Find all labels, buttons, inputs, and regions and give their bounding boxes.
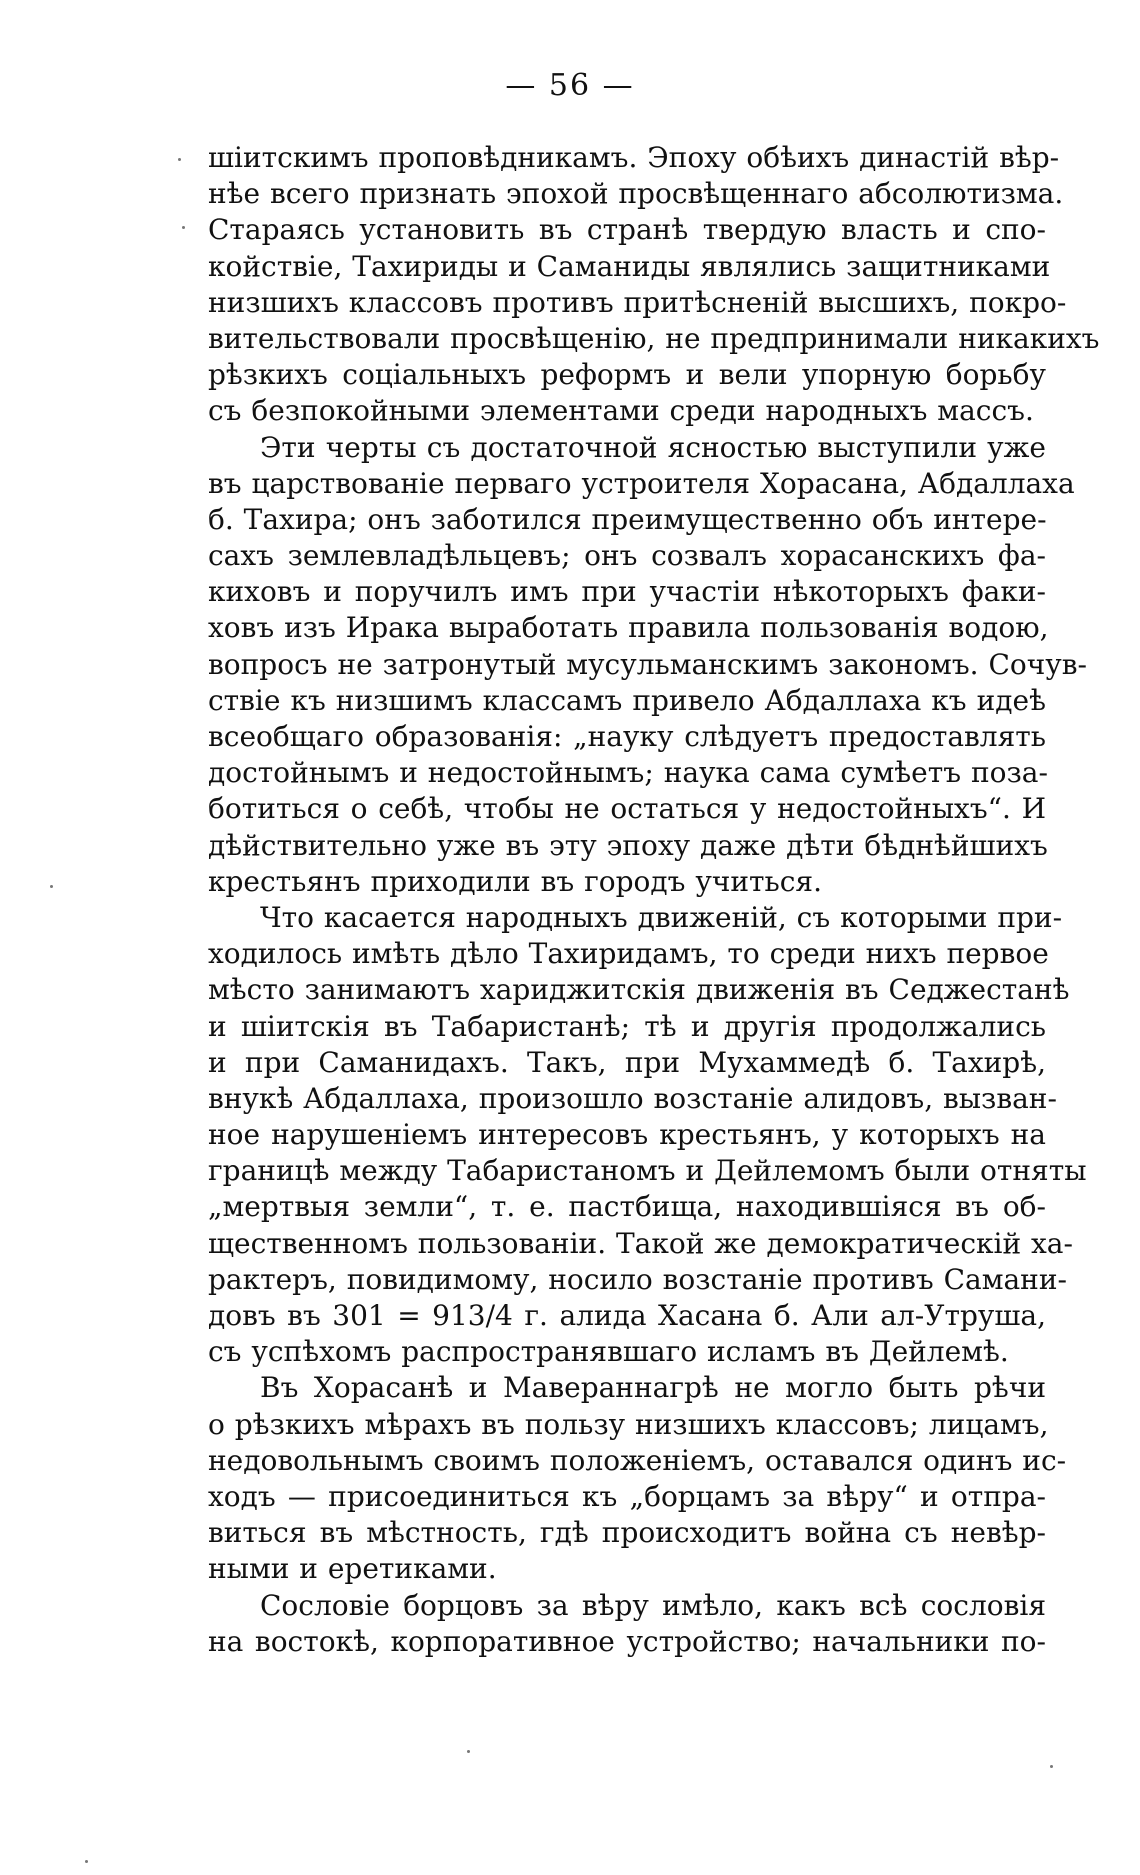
text-line: на востокѣ, корпоративное устройство; начальники по- xyxy=(208,1624,1046,1658)
text-line: койствiе, Тахириды и Саманиды являлись защитниками xyxy=(208,249,1051,283)
text-line: рѣзкихъ соцiальныхъ реформъ и вели упорную борьбу xyxy=(208,358,1046,392)
scan-speck xyxy=(85,1860,88,1863)
text-line: всеобщаго образованiя: „науку слѣдуетъ предоставлять xyxy=(208,720,1046,753)
scan-speck xyxy=(178,158,181,161)
text-line: Что касается народныхъ движенiй, съ которыми при- xyxy=(260,900,1063,934)
text-line: „мертвыя земли“, т. е. пастбища, находившiяся въ об- xyxy=(208,1190,1046,1224)
text-line: щественномъ пользованiи. Такой же демократическiй ха- xyxy=(208,1226,1073,1260)
text-line: довъ въ 301 = 913/4 г. алида Хасана б. Али ал-Утруша, xyxy=(208,1299,1046,1332)
text-line: недовольнымъ своимъ положенiемъ, оставался одинъ ис- xyxy=(208,1443,1067,1477)
text-line: б. Тахира; онъ заботился преимущественно объ интере- xyxy=(208,502,1047,536)
text-line: ховъ изъ Ирака выработать правила пользованiя водою, xyxy=(208,611,1049,645)
body-text xyxy=(208,140,1100,1660)
text-line: и при Саманидахъ. Такъ, при Мухаммедѣ б. Тахирѣ, xyxy=(208,1045,1046,1079)
text-line: мѣсто занимаютъ хариджитскiя движенiя въ Седжестанѣ xyxy=(208,973,1070,1007)
text-line: шiитскимъ проповѣдникамъ. Эпоху обѣихъ династiй вѣр- xyxy=(208,141,1060,174)
page-number: — 56 — xyxy=(505,68,635,103)
text-line: вопросъ не затронутый мусульманскимъ закономъ. Сочув- xyxy=(208,647,1087,681)
text-line: съ успѣхомъ распространявшаго исламъ въ Дейлемѣ. xyxy=(208,1335,1009,1369)
text-line: внукѣ Абдаллаха, произошло возстанiе алидовъ, вызван- xyxy=(208,1081,1057,1115)
text-line: границѣ между Табаристаномъ и Дейлемомъ были отняты xyxy=(208,1154,1087,1188)
text-line: Стараясь установить въ странѣ твердую власть и спо- xyxy=(208,213,1046,247)
text-line: Сословiе борцовъ за вѣру имѣло, какъ всѣ сословiя xyxy=(260,1588,1046,1622)
text-line: въ царствованiе перваго устроителя Хорасана, Абдаллаха xyxy=(208,466,1075,500)
text-line: съ безпокойными элементами среди народныхъ массъ. xyxy=(208,394,1034,428)
text-line: рактеръ, повидимому, носило возстанiе противъ Самани- xyxy=(208,1262,1067,1296)
scan-speck xyxy=(1050,1765,1053,1768)
text-line: о рѣзкихъ мѣрахъ въ пользу низшихъ классовъ; лицамъ, xyxy=(208,1407,1049,1441)
text-line: киховъ и поручилъ имъ при участiи нѣкоторыхъ факи- xyxy=(208,575,1046,609)
text-line: Эти черты съ достаточной ясностью выступили уже xyxy=(260,430,1046,464)
text-line: крестьянъ приходили въ городъ учиться. xyxy=(208,864,822,898)
text-line: ное нарушенiемъ интересовъ крестьянъ, у которыхъ на xyxy=(208,1118,1046,1152)
text-line: ходъ — присоединиться къ „борцамъ за вѣру“ и отпра- xyxy=(208,1479,1046,1513)
text-line: вительствовали просвѣщенiю, не предпринимали никакихъ xyxy=(208,321,1100,355)
scan-speck xyxy=(50,885,53,888)
scan-speck xyxy=(182,226,185,229)
text-line: и шiитскiя въ Табаристанѣ; тѣ и другiя продолжались xyxy=(208,1009,1046,1043)
text-line: ботиться о себѣ, чтобы не остаться у недостойныхъ“. И xyxy=(208,792,1046,826)
text-line: низшихъ классовъ противъ притѣсненiй высшихъ, покро- xyxy=(208,285,1067,319)
text-line: Въ Хорасанѣ и Мавераннагрѣ не могло быть рѣчи xyxy=(260,1371,1046,1405)
text-line: ходилось имѣть дѣло Тахиридамъ, то среди нихъ первое xyxy=(208,937,1049,971)
scan-speck xyxy=(467,1750,470,1753)
text-line: сахъ землевладѣльцевъ; онъ созвалъ хорасанскихъ фа- xyxy=(208,539,1046,573)
text-line: виться въ мѣстность, гдѣ происходитъ война съ невѣр- xyxy=(208,1516,1046,1550)
text-line: достойнымъ и недостойнымъ; наука сама сумѣетъ поза- xyxy=(208,756,1048,790)
text-line: ствiе къ низшимъ классамъ привело Абдаллаха къ идеѣ xyxy=(208,683,1046,717)
text-line: нѣе всего признать эпохой просвѣщеннаго абсолютизма. xyxy=(208,177,1064,211)
text-line: дѣйствительно уже въ эту эпоху даже дѣти бѣднѣйшихъ xyxy=(208,828,1048,862)
text-line: ными и еретиками. xyxy=(208,1552,497,1586)
